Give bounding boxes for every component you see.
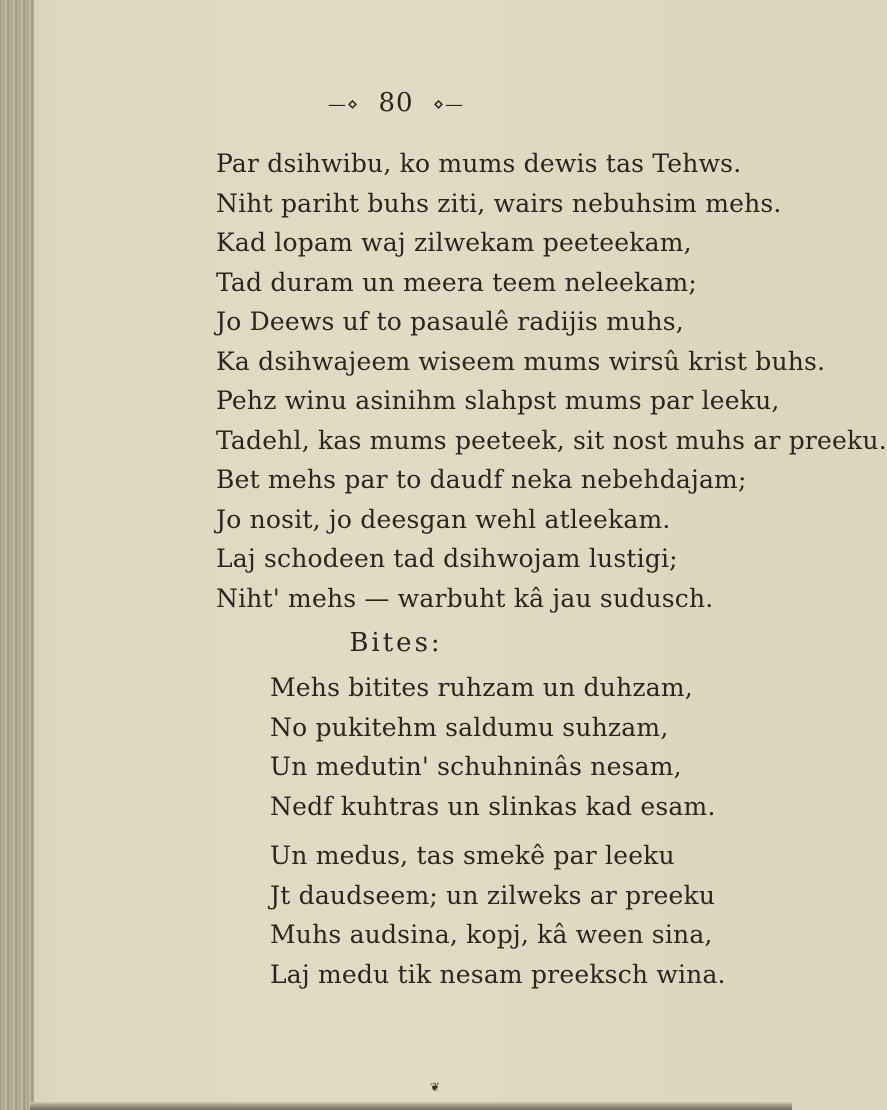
footer-ornament: ❦ (430, 1080, 441, 1094)
poem-stanza (216, 144, 887, 618)
refrain-line: Jt daudseem; un zilweks ar preeku (270, 880, 716, 910)
page-number: 80 (378, 88, 414, 118)
book-spine (0, 0, 34, 1110)
refrain-stanza-1 (270, 668, 716, 826)
poem-line: Jo nosit, jo deesgan wehl atleekam. (216, 504, 671, 534)
poem-line: Kad lopam waj zilwekam peeteekam, (216, 228, 692, 257)
page-number-header (0, 88, 792, 118)
refrain-line: No pukitehm saldumu suhzam, (270, 712, 669, 742)
poem-line: Ka dsihwajeem wiseem mums wirsû krist buhs. (216, 346, 826, 376)
refrain-line: Nedf kuhtras un slinkas kad esam. (270, 791, 716, 821)
refrain-line: Un medus, tas smekê par leeku (270, 841, 675, 870)
refrain-line: Mehs bitites ruhzam un duhzam, (270, 673, 693, 702)
ornament-right: ⋄— (432, 93, 465, 115)
poem-line: Niht pariht buhs ziti, wairs nebuhsim mehs. (216, 188, 782, 218)
ornament-left: —⋄ (327, 93, 360, 115)
refrain-stanza-2 (270, 836, 726, 994)
refrain-title: Bites: (349, 628, 443, 658)
page-bottom-edge (30, 1102, 792, 1110)
refrain-line: Un medutin' schuhninâs nesam, (270, 752, 682, 781)
poem-line: Jo Deews uf to pasaulê radijis muhs, (216, 307, 684, 336)
poem-line: Tad duram un meera teem neleekam; (216, 267, 698, 297)
poem-line: Laj schodeen tad dsihwojam lustigi; (216, 544, 678, 573)
poem-line: Pehz winu asinihm slahpst mums par leeku, (216, 386, 780, 415)
refrain-line: Laj medu tik nesam preeksch wina. (270, 959, 726, 989)
refrain-line: Muhs audsina, kopj, kâ ween sina, (270, 920, 713, 949)
poem-line: Bet mehs par to daudf neka nebehdajam; (216, 465, 747, 494)
poem-line: Niht' mehs — warbuht kâ jau sudusch. (216, 583, 714, 613)
poem-line: Tadehl, kas mums peeteek, sit nost muhs ar preeku. (216, 425, 887, 455)
poem-line: Par dsihwibu, ko mums dewis tas Tehws. (216, 149, 742, 178)
